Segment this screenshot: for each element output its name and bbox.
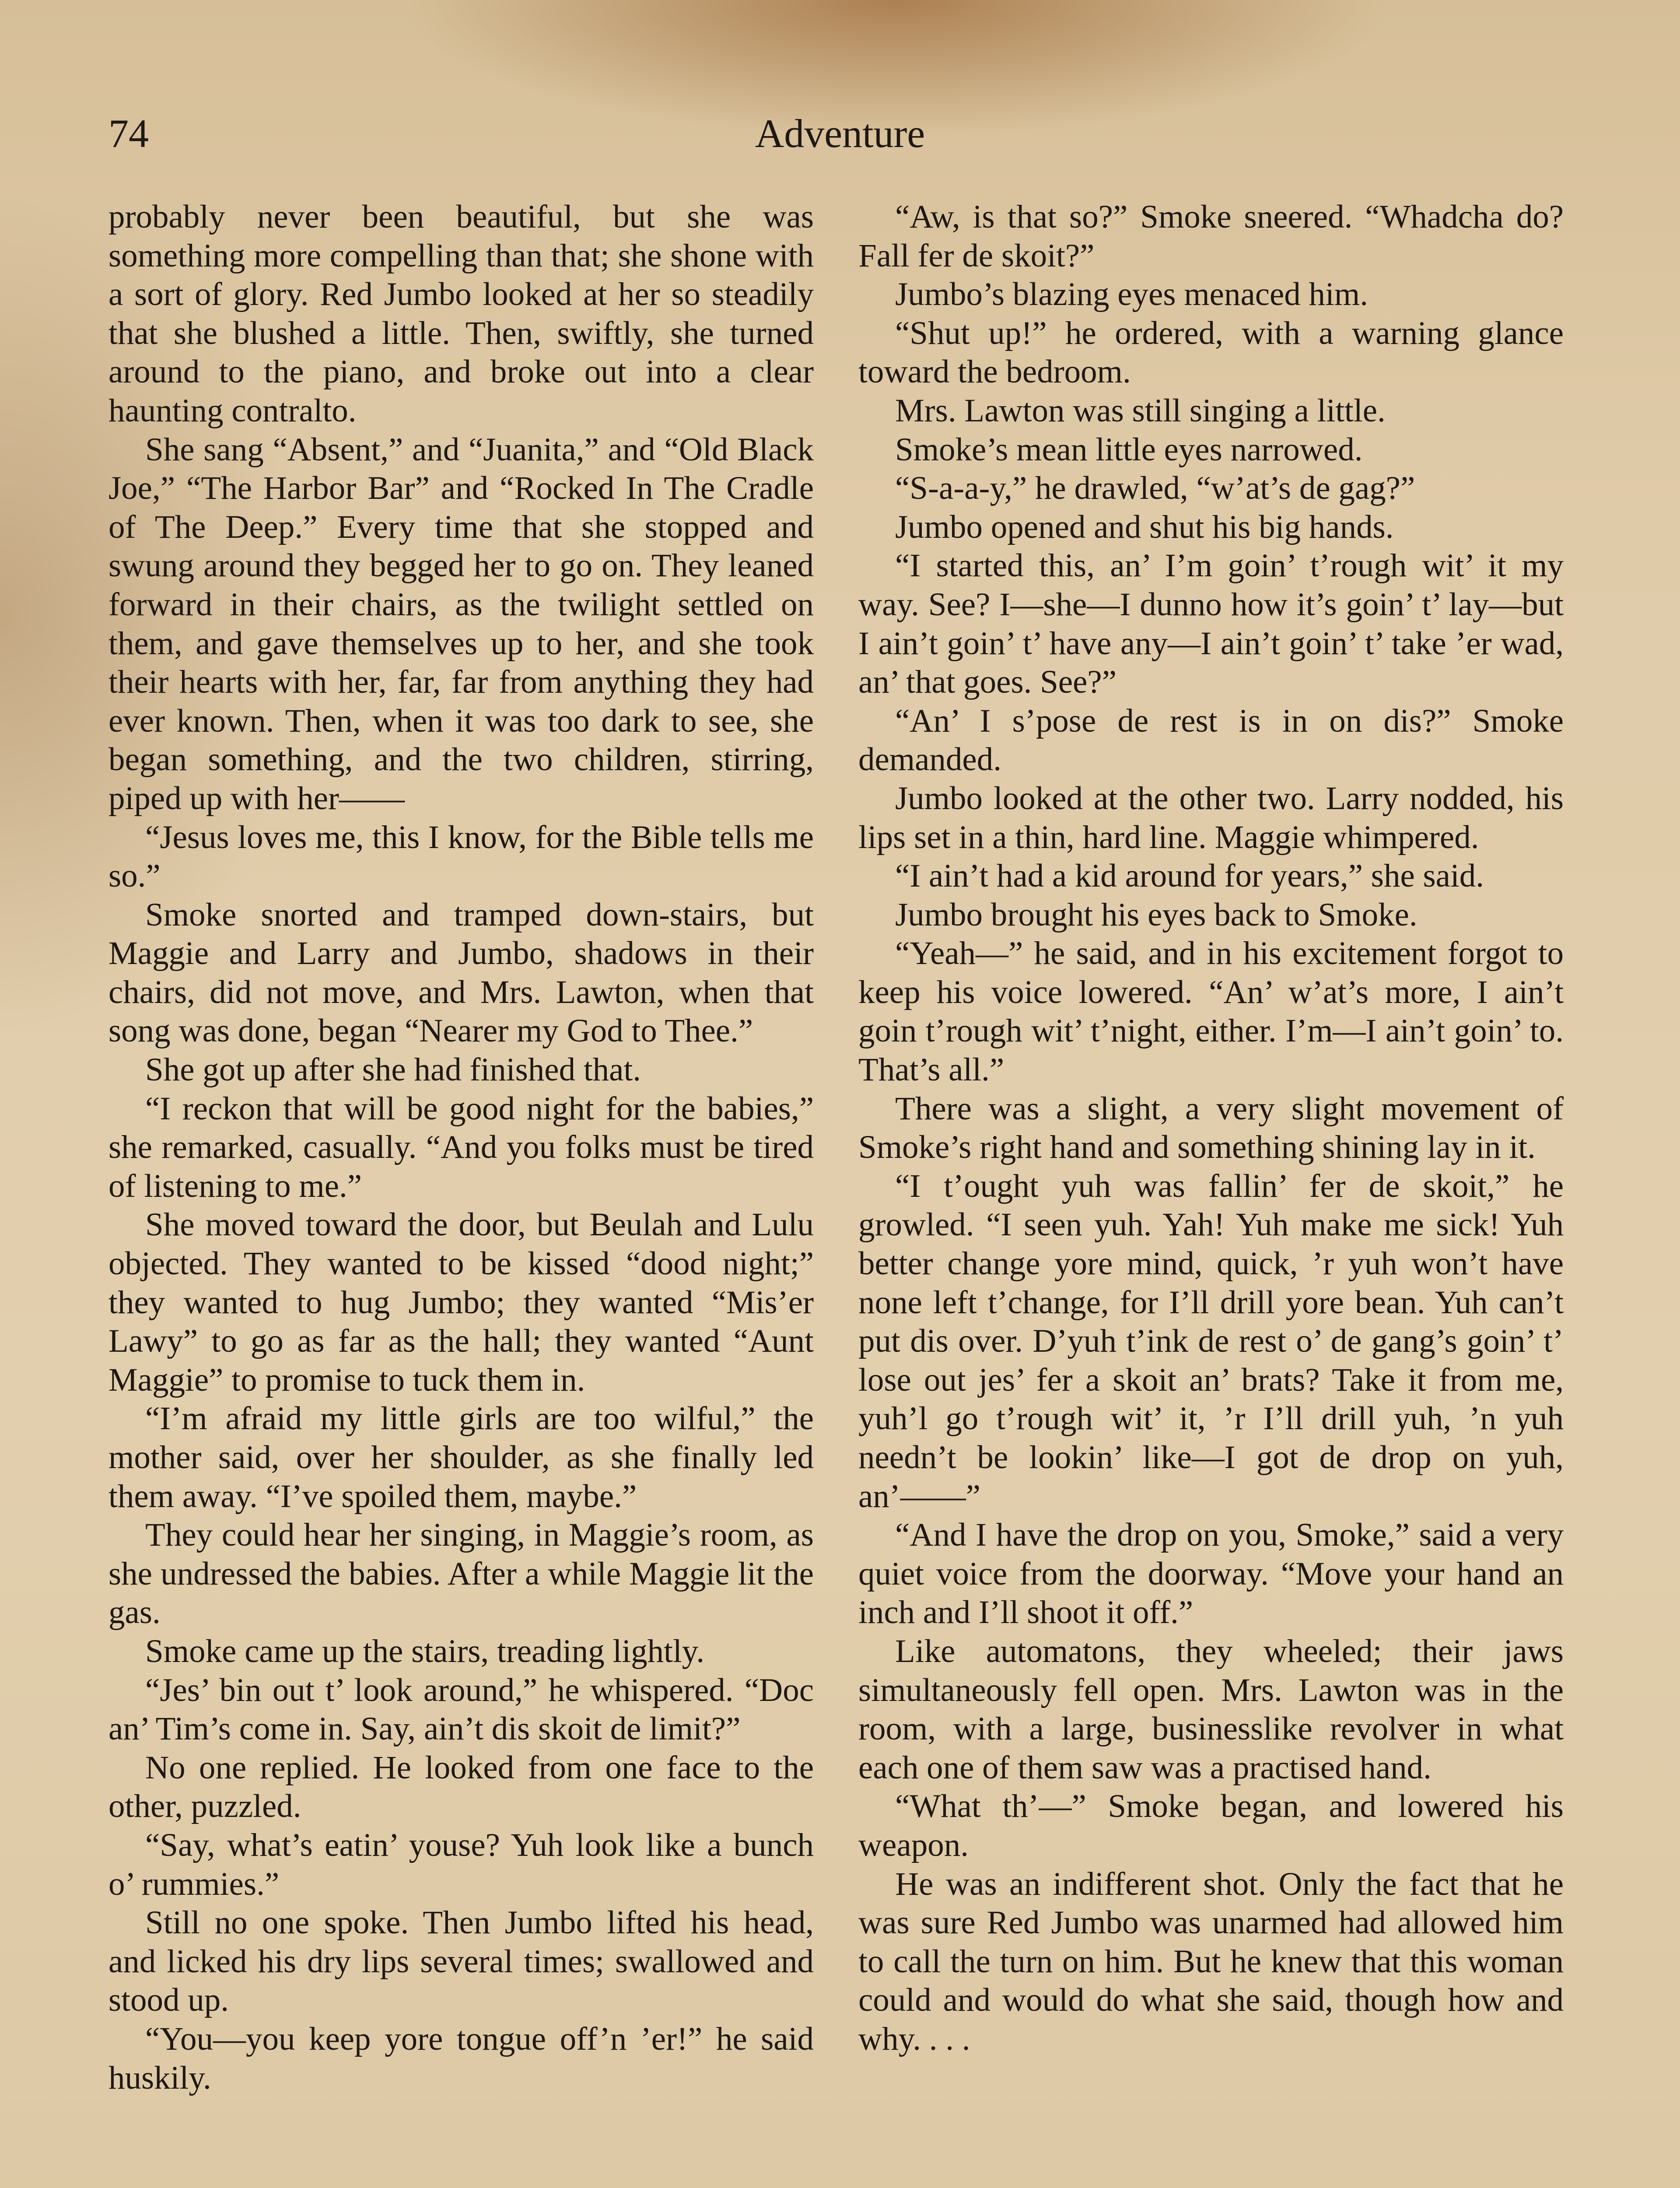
paragraph: Smoke’s mean little eyes narrowed. xyxy=(895,431,1363,468)
paragraph: Like automatons, they wheeled; their jaws simultaneously fell open. Mrs. Lawton was in the room, with a large, businesslike revolver in what each one of them saw was a practised hand. xyxy=(858,1633,1564,1786)
paragraph: “Jesus loves me, this I know, for the Bible tells me so.” xyxy=(108,819,814,894)
paragraph: Jumbo opened and shut his big hands. xyxy=(895,508,1394,545)
paragraph: “I’m afraid my little girls are too wilful,” the mother said, over her shoulder, as she finally led them away. “I’ve spoiled them, maybe.” xyxy=(108,1400,814,1515)
paragraph: “And I have the drop on you, Smoke,” said a very quiet voice from the doorway. “Move your hand an inch and I’ll shoot it off.” xyxy=(858,1517,1564,1631)
paragraph: “S-a-a-y,” he drawled, “w’at’s de gag?” xyxy=(895,470,1415,507)
paragraph: “I ain’t had a kid around for years,” she said. xyxy=(895,858,1484,894)
paragraph: Mrs. Lawton was still singing a little. xyxy=(895,392,1386,429)
text-columns xyxy=(108,198,1564,2188)
paragraph: Smoke snorted and tramped down-stairs, but Maggie and Larry and Jumbo, shadows in their chairs, did not move, and Mrs. Lawton, when that song was done, began “Nearer my God to Thee.” xyxy=(108,896,814,1049)
paragraph: “Shut up!” he ordered, with a warning glance toward the bedroom. xyxy=(858,315,1564,390)
paragraph: “I t’ought yuh was fallin’ fer de skoit,” he growled. “I seen yuh. Yah! Yuh make me sick! Yuh better change yore mind, quick, ’r yuh won’t have none left t’change, for I’ll drill yore bean. Yuh can’t put dis over. D’yuh t’ink de rest o’ de gang’s goin’ t’ lose out jes’ fer a skoit an’ brats? Take it from me, yuh’l go t’rough wit’ it, ’r I’ll drill yuh, ’n yuh needn’t be lookin’ like—I got de drop on yuh, an’——” xyxy=(858,1168,1564,1515)
paragraph: He was an indifferent shot. Only the fact that he was sure Red Jumbo was unarmed had allowed him to call the turn on him. But he knew that this woman could and would do what she said, though how and why. . . . xyxy=(858,1865,1564,2057)
paragraph: She sang “Absent,” and “Juanita,” and “Old Black Joe,” “The Harbor Bar” and “Rocked In The Cradle of The Deep.” Every time that she stopped and swung around they begged her to go on. They leaned forward in their chairs, as the twilight settled on them, and gave themselves up to her, and she took their hearts with her, far, far from anything they had ever known. Then, when it was too dark to see, she began something, and the two children, stirring, piped up with her—— xyxy=(108,431,814,817)
running-title: Adventure xyxy=(755,111,925,156)
paragraph: Still no one spoke. Then Jumbo lifted his head, and licked his dry lips several times; swallowed and stood up. xyxy=(108,1904,814,2019)
paragraph: “I reckon that will be good night for the babies,” she remarked, casually. “And you folks must be tired of listening to me.” xyxy=(108,1090,814,1204)
paragraph: There was a slight, a very slight movement of Smoke’s right hand and something shining lay in it. xyxy=(858,1090,1564,1166)
paragraph: “Aw, is that so?” Smoke sneered. “Whadcha do? Fall fer de skoit?” xyxy=(858,199,1564,274)
paragraph: “Yeah—” he said, and in his excitement forgot to keep his voice lowered. “An’ w’at’s more, I ain’t goin t’rough wit’ t’night, either. I’m—I ain’t goin’ to. That’s all.” xyxy=(858,935,1564,1088)
paragraph: No one replied. He looked from one face to the other, puzzled. xyxy=(108,1749,814,1825)
right-column xyxy=(858,198,1564,2059)
page-number: 74 xyxy=(108,111,149,156)
paragraph: Jumbo brought his eyes back to Smoke. xyxy=(895,896,1418,933)
left-column xyxy=(108,198,814,2097)
paragraph: She got up after she had finished that. xyxy=(145,1052,641,1088)
paragraph: They could hear her singing, in Maggie’s room, as she undressed the babies. After a while Maggie lit the gas. xyxy=(108,1517,814,1631)
paragraph: Jumbo’s blazing eyes menaced him. xyxy=(895,276,1368,313)
paragraph: probably never been beautiful, but she was something more compelling than that; she shone with a sort of glory. Red Jumbo looked at her so steadily that she blushed a little. Then, swiftly, she turned around to the piano, and broke out into a clear haunting contralto. xyxy=(108,199,814,429)
paragraph: “Jes’ bin out t’ look around,” he whispered. “Doc an’ Tim’s come in. Say, ain’t dis skoit de limit?” xyxy=(108,1672,814,1747)
paragraph: “You—you keep yore tongue off’n ’er!” he said huskily. xyxy=(108,2020,814,2096)
paragraph: “Say, what’s eatin’ youse? Yuh look like a bunch o’ rummies.” xyxy=(108,1827,814,1902)
paragraph: She moved toward the door, but Beulah and Lulu objected. They wanted to be kissed “dood night;” they wanted to hug Jumbo; they wanted “Mis’er Lawy” to go as far as the hall; they wanted “Aunt Maggie” to promise to tuck them in. xyxy=(108,1206,814,1398)
paragraph: “I started this, an’ I’m goin’ t’rough wit’ it my way. See? I—she—I dunno how it’s goin’ t’ lay—but I ain’t goin’ t’ have any—I ain’t goin’ t’ take ’er wad, an’ that goes. See?” xyxy=(858,547,1564,701)
paragraph: Smoke came up the stairs, treading lightly. xyxy=(145,1633,705,1669)
page-header xyxy=(108,103,1572,164)
paragraph: “An’ I s’pose de rest is in on dis?” Smoke demanded. xyxy=(858,702,1564,778)
paragraph: Jumbo looked at the other two. Larry nodded, his lips set in a thin, hard line. Maggie whimpered. xyxy=(858,780,1564,856)
paragraph: “What th’—” Smoke began, and lowered his weapon. xyxy=(858,1788,1564,1863)
